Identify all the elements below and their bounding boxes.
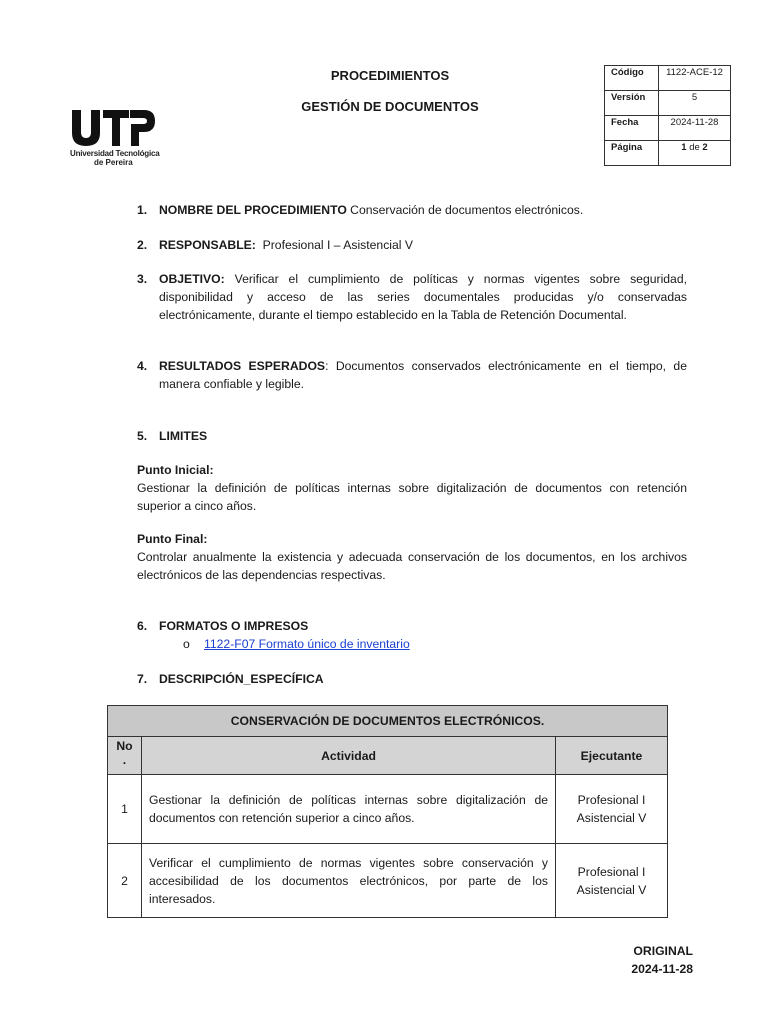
meta-date-value: 2024-11-28 <box>659 116 731 141</box>
meta-date-label: Fecha <box>605 116 659 141</box>
row-executor-line2: Asistencial V <box>576 882 647 897</box>
header-activity: Actividad <box>142 737 556 775</box>
table-row <box>108 775 668 844</box>
section-number: 3. <box>137 272 148 286</box>
final-point-text: Controlar anualmente la existencia y adecuada conservación de los documentos, en los archivos electrónicos de las dependencias respectivas. <box>137 550 687 582</box>
initial-point <box>137 461 687 515</box>
initial-point-text: Gestionar la definición de políticas internas sobre digitalización de documentos con retención superior a cinco años. <box>137 481 687 513</box>
footer-status: ORIGINAL <box>633 944 693 958</box>
section-text: Verificar el cumplimiento de políticas y normas vigentes sobre seguridad, disponibilidad y acceso de las series documentales producidas y/o conservadas electrónicamente, durante el tiempo establecido en la Tabla de Retención Documental. <box>159 272 687 322</box>
meta-row-page <box>605 141 731 166</box>
activity-table-caption: CONSERVACIÓN DE DOCUMENTOS ELECTRÓNICOS. <box>108 706 668 737</box>
table-row <box>108 844 668 918</box>
document-subtitle: GESTIÓN DE DOCUMENTOS <box>301 99 479 114</box>
header-no <box>108 737 142 775</box>
utp-logo <box>70 108 160 170</box>
activity-table <box>107 705 668 918</box>
row-number: 1 <box>108 775 142 844</box>
row-number: 2 <box>108 844 142 918</box>
row-executor <box>556 844 668 918</box>
footer-date: 2024-11-28 <box>631 962 693 976</box>
format-inventory-link[interactable]: 1122-F07 Formato único de inventario <box>204 637 410 651</box>
meta-row-date <box>605 116 731 141</box>
meta-page-value <box>659 141 731 166</box>
meta-page-label: Página <box>605 141 659 166</box>
row-executor-line1: Profesional I <box>577 864 646 879</box>
section-procedure-name <box>137 201 687 219</box>
section-label: DESCRIPCIÓN_ESPECÍFICA <box>159 672 324 686</box>
meta-page-total: 2 <box>702 142 708 153</box>
document-title: PROCEDIMIENTOS <box>330 68 450 83</box>
row-activity: Verificar el cumplimiento de normas vigentes sobre conservación y accesibilidad de los documentos electrónicos, por parte de los interesados. <box>142 844 556 918</box>
row-executor-line2: Asistencial V <box>576 811 647 825</box>
utp-logo-icon <box>70 108 160 148</box>
initial-point-label: Punto Inicial: <box>137 463 214 477</box>
header-no-line2: . <box>122 753 127 767</box>
final-point-label: Punto Final: <box>137 532 208 546</box>
row-executor-line1: Profesional I <box>577 793 646 807</box>
section-objective <box>137 270 687 324</box>
section-specific-description <box>137 670 687 688</box>
section-expected-results <box>137 357 687 393</box>
meta-row-code <box>605 66 731 91</box>
header-executor: Ejecutante <box>556 737 668 775</box>
bullet-marker: o <box>183 637 190 651</box>
activity-table-header-row <box>108 737 668 775</box>
header-no-line1: No <box>116 739 133 753</box>
section-responsible <box>137 236 687 254</box>
section-formats <box>137 617 687 635</box>
meta-code-value: 1122-ACE-12 <box>659 66 731 91</box>
row-activity: Gestionar la definición de políticas internas sobre digitalización de documentos con retención superior a cinco años. <box>142 775 556 844</box>
section-label: RESULTADOS ESPERADOS <box>159 359 326 373</box>
row-executor <box>556 775 668 844</box>
section-number: 6. <box>137 619 148 633</box>
section-label: NOMBRE DEL PROCEDIMIENTO <box>159 203 347 217</box>
meta-page-of: de <box>689 142 700 153</box>
section-limits <box>137 427 687 445</box>
meta-version-value: 5 <box>659 91 731 116</box>
meta-code-label: Código <box>605 66 659 91</box>
logo-text-line1: Universidad Tecnológica <box>70 149 160 158</box>
section-label: LIMITES <box>159 429 208 443</box>
section-number: 1. <box>137 203 148 217</box>
logo-text-line2: de Pereira <box>94 158 133 167</box>
section-label: OBJETIVO: <box>159 272 225 286</box>
meta-version-label: Versión <box>605 91 659 116</box>
section-text: : Documentos conservados electrónicamente en el tiempo, de manera confiable y legible. <box>159 359 687 391</box>
section-number: 5. <box>137 429 148 443</box>
section-text: Profesional I – Asistencial V <box>255 238 414 252</box>
section-label: FORMATOS O IMPRESOS <box>159 619 309 633</box>
section-number: 7. <box>137 672 148 686</box>
section-text: Conservación de documentos electrónicos. <box>346 203 584 217</box>
final-point <box>137 530 687 584</box>
section-label: RESPONSABLE: <box>159 238 256 252</box>
meta-page-current: 1 <box>681 142 687 153</box>
section-number: 4. <box>137 359 148 373</box>
meta-row-version <box>605 91 731 116</box>
document-metadata-table <box>604 65 731 166</box>
section-number: 2. <box>137 238 148 252</box>
activity-table-caption-row <box>108 706 668 737</box>
